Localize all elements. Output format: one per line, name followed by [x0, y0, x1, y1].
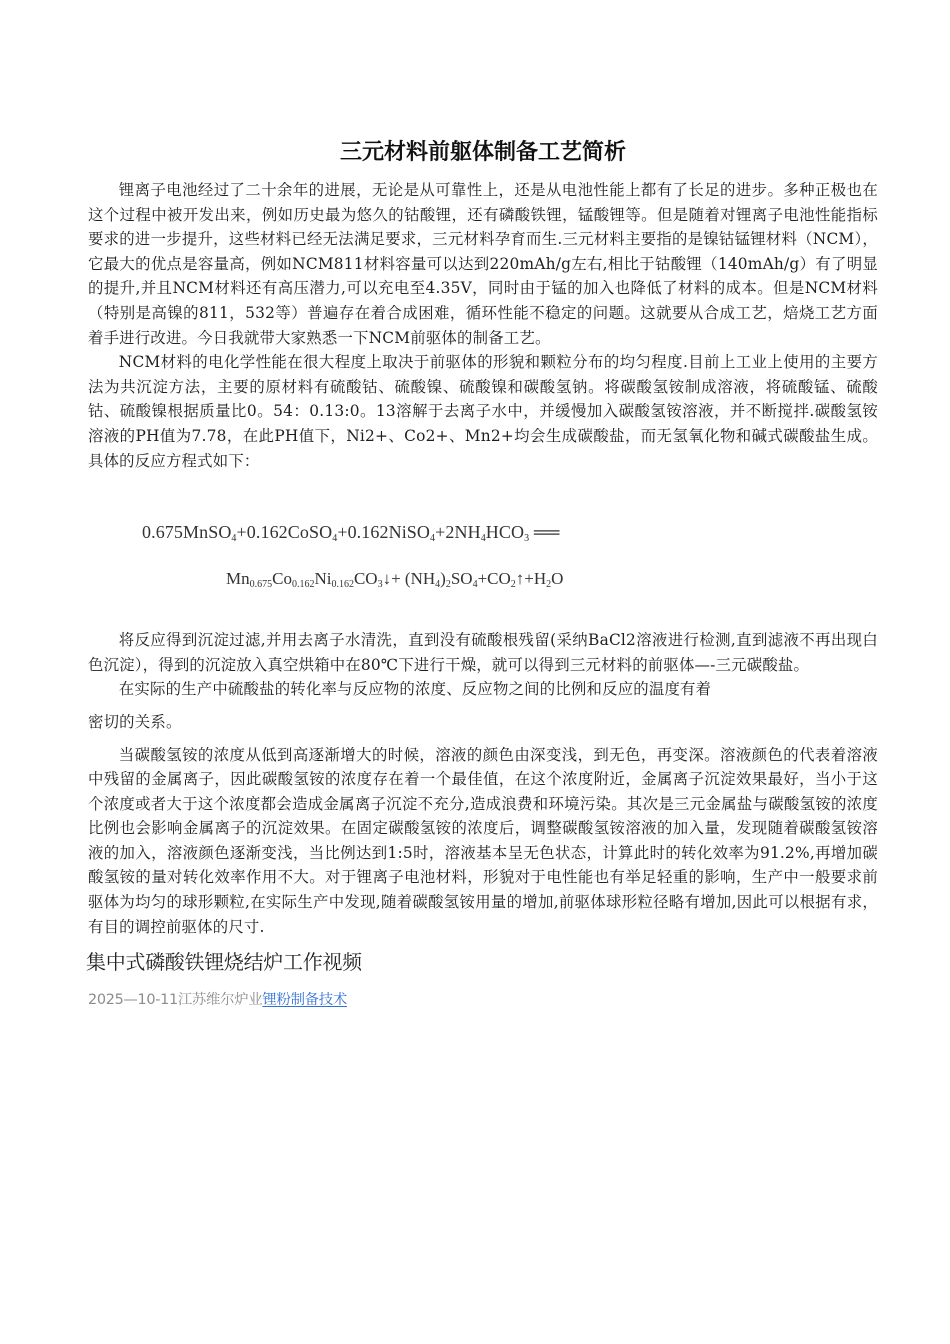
meta-source: 江苏维尔炉业: [177, 992, 263, 1009]
reaction-equation: [142, 517, 702, 600]
paragraph-conversion-cont: 密切的关系。: [88, 712, 182, 731]
meta-link[interactable]: 锂粉制备技术: [262, 992, 347, 1009]
equals-sign: ══: [529, 522, 560, 543]
paragraph-conversion: 在实际的生产中硫酸盐的转化率与反应物的浓度、反应物之间的比例和反应的温度有着: [118, 680, 712, 699]
document-title: 三元材料前躯体制备工艺简析: [339, 140, 626, 165]
paragraph-method: NCM材料的电化学性能在很大程度上取决于前驱体的形貌和颗粒分布的均匀程度.目前上工业上使用的主要方法为共沉淀方法，主要的原材料有硫酸钴、硫酸镍、硫酸镍和碳酸氢钠。将碳酸氢铵制成溶液，将硫酸锰、硫酸钴、硫酸镍根据质量比0。54：0.13:0。13溶解于去离子水中，并缓慢加入碳酸氢铵溶液，并不断搅拌.碳酸氢铵溶液的PH值为7.78，在此PH值下，Ni2+、Co2+、Mn2+均会生成碳酸盐，而无氢氧化物和碱式碳酸盐生成。具体的反应方程式如下：: [88, 353, 878, 470]
section-heading: 集中式磷酸铁锂烧结炉工作视频: [86, 950, 362, 975]
equation-reactants: $0.675MnSO_4+0.162CoSO_4+0.162NiSO_4+2NH_4HCO_3$ ══: [142, 522, 560, 545]
precipitate-arrow: ↓: [382, 569, 392, 589]
paragraph-intro: 锂离子电池经过了二十余年的进展，无论是从可靠性上，还是从电池性能上都有了长足的进步。多种正极也在这个过程中被开发出来，例如历史最为悠久的钴酸锂，还有磷酸铁锂，锰酸锂等。但是随着对锂离子电池性能指标要求的进一步提升，这些材料已经无法满足要求，三元材料孕育而生.三元材料主要指的是镍钴锰锂材料（NCM），它最大的优点是容量高，例如NCM811材料容量可以达到220mAh/g左右,相比于钴酸锂（140mAh/g）有了明显的提升,并且NCM材料还有高压潜力,可以充电至4.35V，同时由于锰的加入也降低了材料的成本。但是NCM材料（特别是高镍的811，532等）普遍存在着合成困难，循环性能不稳定的问题。这就要从合成工艺，焙烧工艺方面着手进行改进。今日我就带大家熟悉一下NCM前驱体的制备工艺。: [88, 181, 878, 347]
equation-products: $Mn_{0.675}Co_{0.162}Ni_{0.162}CO_3↓+$ $(NH_4)_2SO_4+CO_2↑+H_2O$: [226, 569, 564, 591]
document-page: [88, 138, 878, 1011]
meta-date: 2025—10-11: [88, 992, 178, 1009]
gas-arrow: ↑: [515, 569, 525, 589]
paragraph-filtering: 将反应得到沉淀过滤,并用去离子水清洗，直到没有硫酸根残留(采纳BaCl2溶液进行检测,直到滤液不再出现白色沉淀），得到的沉淀放入真空烘箱中在80℃下进行干燥，就可以得到三元材料的前驱体—-三元碳酸盐。: [88, 631, 878, 674]
paragraph-concentration: 当碳酸氢铵的浓度从低到高逐渐增大的时候，溶液的颜色由深变浅，到无色，再变深。溶液颜色的代表着溶液中残留的金属离子，因此碳酸氢铵的浓度存在着一个最佳值，在这个浓度附近，金属离子沉淀效果最好，当小于这个浓度或者大于这个浓度都会造成金属离子沉淀不充分,造成浪费和环境污染。其次是三元金属盐与碳酸氢铵的浓度比例也会影响金属离子的沉淀效果。在固定碳酸氢铵的浓度后，调整碳酸氢铵溶液的加入量，发现随着碳酸氢铵溶液的加入，溶液颜色逐渐变浅，当比例达到1:5时，溶液基本呈无色状态，计算此时的转化效率为91.2%,再增加碳酸氢铵的量对转化效率作用不大。对于锂离子电池材料，形貌对于电性能也有举足轻重的影响，生产中一般要求前驱体为均匀的球形颗粒,在实际生产中发现,随着碳酸氢铵用量的增加,前驱体球形粒径略有增加,因此可以根据有求，有目的调控前驱体的尺寸.: [88, 745, 878, 936]
article-meta: [88, 989, 878, 1011]
